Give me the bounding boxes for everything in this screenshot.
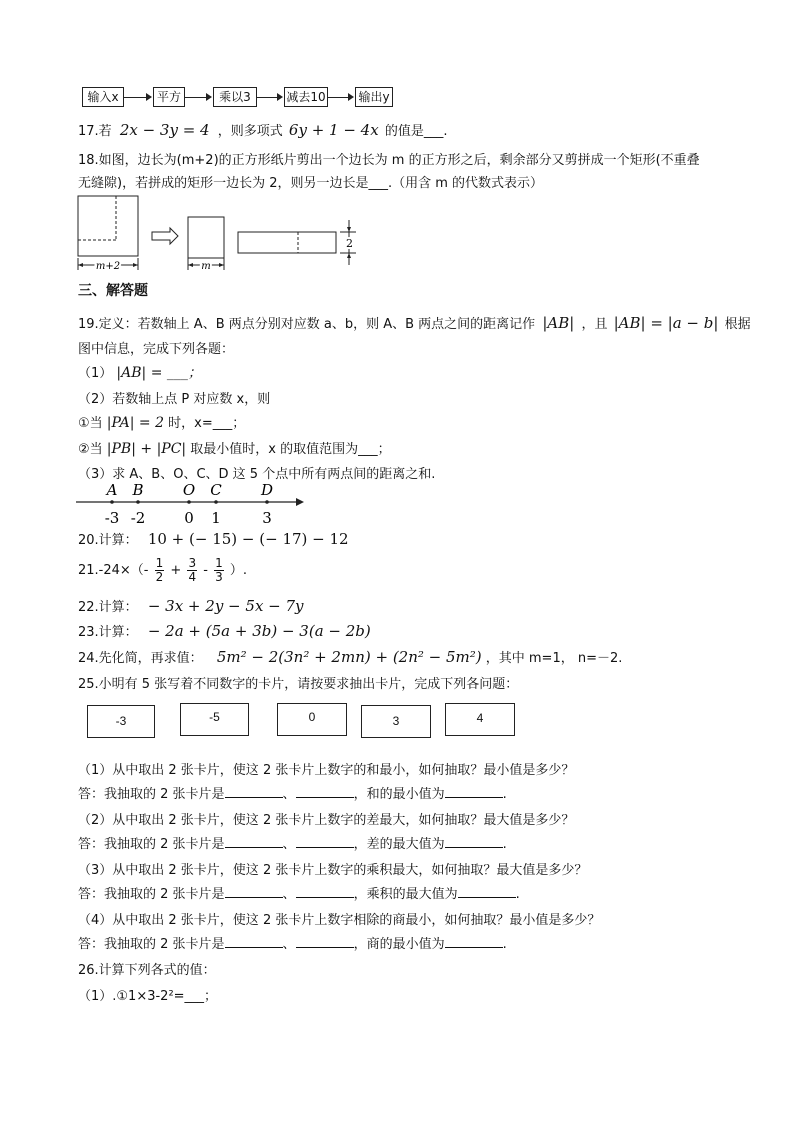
answer-blank[interactable]: [445, 835, 503, 848]
q25-part2-question: （2）从中取出 2 张卡片，使这 2 张卡片上数字的差最大，如何抽取？最大值是多少？: [78, 813, 575, 828]
q18-figure: [70, 190, 370, 275]
card-3: 3: [361, 705, 431, 738]
flow-arrowhead: [348, 93, 354, 101]
question-24: [78, 647, 622, 666]
answer-blank[interactable]: [296, 785, 354, 798]
q19-part2a-pre: ①当: [78, 416, 103, 431]
fraction-2-num: 3: [188, 556, 197, 570]
q22-expr: − 3x + 2y − 5x − 7y: [147, 597, 304, 615]
answer-sep: 、: [282, 887, 296, 902]
q19-abs-def: |AB| = |a − b|: [613, 314, 719, 332]
question-17: [78, 120, 447, 139]
answer-period: .: [515, 887, 520, 902]
q19-part3: （3）求 A、B、O、C、D 这 5 个点中所有两点间的距离之和.: [78, 467, 436, 482]
q22-number: 22.计算：: [78, 600, 138, 615]
number-line: [70, 478, 320, 528]
fraction-2: [187, 557, 197, 584]
answer-blank[interactable]: [445, 935, 503, 948]
q20-number: 20.计算：: [78, 533, 138, 548]
q19-part2b-post: 取最小值时，x 的取值范围为___；: [190, 442, 391, 457]
q26-part1: （1）.①1×3-2²=___；: [78, 989, 218, 1004]
answer-prefix: 答：我抽取的 2 张卡片是: [78, 837, 225, 852]
hollow-arrow-icon: [152, 228, 178, 244]
answer-prefix: 答：我抽取的 2 张卡片是: [78, 787, 225, 802]
point-a-name: A: [106, 481, 118, 499]
q18-line1: 18.如图，边长为(m+2)的正方形纸片剪出一个边长为 m 的正方形之后，剩余部分又剪拼成一个矩形(不重叠: [78, 153, 700, 168]
fraction-1-den: 2: [155, 570, 164, 584]
q19-line1: [78, 313, 751, 332]
fraction-3-num: 1: [215, 556, 223, 570]
flow-arrowhead: [277, 93, 283, 101]
q25-part1-question: （1）从中取出 2 张卡片，使这 2 张卡片上数字的和最小，如何抽取？最小值是多少？: [78, 763, 575, 778]
q25-part4-answer: [78, 933, 507, 952]
q19-part2: （2）若数轴上点 P 对应数 x，则: [78, 392, 271, 407]
q24-tail: ，其中 m=1， n=－2.: [485, 651, 623, 666]
answer-value-label: ，乘积的最大值为: [353, 887, 458, 902]
q17-mid: ，则多项式: [217, 124, 283, 139]
section-title: 三、解答题: [78, 283, 148, 299]
q19-text-c: 根据: [724, 317, 751, 332]
fraction-1-num: 1: [155, 556, 164, 570]
label-m: m: [201, 261, 211, 272]
flow-arrow: [257, 97, 277, 98]
flow-arrow: [185, 97, 206, 98]
flow-arrowhead: [206, 93, 212, 101]
point-b-dot: [136, 500, 140, 504]
big-square: [78, 196, 138, 256]
answer-blank[interactable]: [296, 835, 354, 848]
point-d-dot: [265, 500, 269, 504]
point-d-name: D: [260, 481, 274, 499]
point-c-name: C: [210, 481, 222, 499]
answer-sep: 、: [282, 937, 296, 952]
q21-tail: ）.: [229, 563, 248, 578]
q26-title: 26.计算下列各式的值：: [78, 963, 216, 978]
q25-part2-answer: [78, 833, 507, 852]
small-square: [188, 217, 224, 258]
point-c-value: 1: [211, 509, 221, 527]
q19-part2a: [78, 412, 245, 431]
q21-minus: -: [203, 563, 208, 578]
answer-prefix: 答：我抽取的 2 张卡片是: [78, 887, 225, 902]
answer-value-label: ，差的最大值为: [353, 837, 445, 852]
question-23: [78, 621, 371, 640]
fraction-3: [214, 557, 224, 584]
q17-polynomial: 6y + 1 − 4x: [288, 121, 379, 139]
q24-expr: 5m² − 2(3n² + 2mn) + (2n² − 5m²): [216, 648, 482, 666]
q17-number: 17.若: [78, 124, 112, 139]
q19-part1-expr: |AB| = ___；: [116, 365, 202, 381]
q23-expr: − 2a + (5a + 3b) − 3(a − 2b): [147, 622, 371, 640]
number-line-arrow-icon: [296, 498, 304, 506]
flow-arrow: [124, 97, 146, 98]
q21-number: 21.-24×（-: [78, 563, 149, 578]
card-4: 4: [445, 703, 515, 736]
question-20: [78, 529, 349, 548]
q25-intro: 25.小明有 5 张写着不同数字的卡片，请按要求抽出卡片，完成下列各问题：: [78, 677, 519, 692]
card-0: 0: [277, 703, 347, 736]
answer-blank[interactable]: [445, 785, 503, 798]
q25-part4-question: （4）从中取出 2 张卡片，使这 2 张卡片上数字相除的商最小，如何抽取？最小值是多少？: [78, 913, 601, 928]
flow-arrowhead: [146, 93, 152, 101]
point-b-name: B: [132, 481, 144, 499]
flow-box-square: 平方: [153, 87, 185, 107]
q19-text-a: 19.定义：若数轴上 A、B 两点分别对应数 a、b，则 A、B 两点之间的距离记作: [78, 317, 536, 332]
q19-part2b: [78, 438, 391, 457]
answer-period: .: [502, 787, 507, 802]
flow-box-multiply: 乘以3: [213, 87, 257, 107]
q19-part2b-pre: ②当: [78, 442, 103, 457]
point-a-value: -3: [104, 509, 120, 527]
flow-box-output: 输出y: [355, 87, 393, 107]
answer-blank[interactable]: [225, 885, 283, 898]
card-neg5: -5: [180, 703, 249, 736]
q19-abs-ab: |AB|: [542, 314, 575, 332]
question-21: [78, 556, 247, 586]
answer-blank[interactable]: [225, 935, 283, 948]
q20-expr: 10 + (− 15) − (− 17) − 12: [147, 530, 349, 548]
answer-blank[interactable]: [296, 885, 354, 898]
q25-part3-question: （3）从中取出 2 张卡片，使这 2 张卡片上数字的乘积最大，如何抽取？最大值是多少？: [78, 863, 588, 878]
q18-line2: 无缝隙)，若拼成的矩形一边长为 2，则另一边长是___.（用含 m 的代数式表示）: [78, 176, 544, 191]
fraction-2-den: 4: [188, 570, 197, 584]
q19-part2a-expr: |PA| = 2: [106, 415, 165, 431]
q25-part1-answer: [78, 783, 507, 802]
answer-prefix: 答：我抽取的 2 张卡片是: [78, 937, 225, 952]
q19-text-b: ，且: [581, 317, 608, 332]
answer-blank[interactable]: [225, 835, 283, 848]
answer-blank[interactable]: [225, 785, 283, 798]
flow-box-input: 输入x: [82, 87, 124, 107]
q23-number: 23.计算：: [78, 625, 138, 640]
point-d-value: 3: [262, 509, 272, 527]
q19-part1: [78, 362, 202, 382]
fraction-1: [155, 557, 165, 584]
q24-number: 24.先化简，再求值：: [78, 651, 203, 666]
q19-part2a-post: 时，x=___；: [168, 416, 246, 431]
q25-part3-answer: [78, 883, 520, 902]
point-o-dot: [187, 500, 191, 504]
answer-sep: 、: [282, 837, 296, 852]
label-m-plus-2: m+2: [95, 261, 121, 272]
answer-value-label: ，商的最小值为: [353, 937, 445, 952]
answer-value-label: ，和的最小值为: [353, 787, 445, 802]
answer-period: .: [502, 837, 507, 852]
flow-box-subtract: 减去10: [284, 87, 328, 107]
q19-part2b-expr: |PB| + |PC|: [106, 441, 187, 457]
point-a-dot: [110, 500, 114, 504]
answer-blank[interactable]: [458, 885, 516, 898]
result-rectangle: [238, 232, 336, 253]
point-o-name: O: [182, 481, 196, 499]
point-c-dot: [214, 500, 218, 504]
q21-plus: +: [170, 563, 182, 578]
card-neg3: -3: [87, 705, 155, 738]
q17-tail: 的值是___.: [384, 124, 448, 139]
point-o-value: 0: [184, 509, 194, 527]
q19-part1-label: （1）: [78, 366, 113, 381]
question-22: [78, 596, 304, 615]
q19-line2: 图中信息，完成下列各题：: [78, 342, 235, 357]
point-b-value: -2: [130, 509, 146, 527]
flow-arrow: [328, 97, 348, 98]
label-2: 2: [346, 237, 353, 250]
fraction-3-den: 3: [215, 570, 223, 584]
answer-sep: 、: [282, 787, 296, 802]
answer-period: .: [502, 937, 507, 952]
q17-equation: 2x − 3y = 4: [119, 121, 210, 139]
answer-blank[interactable]: [296, 935, 354, 948]
